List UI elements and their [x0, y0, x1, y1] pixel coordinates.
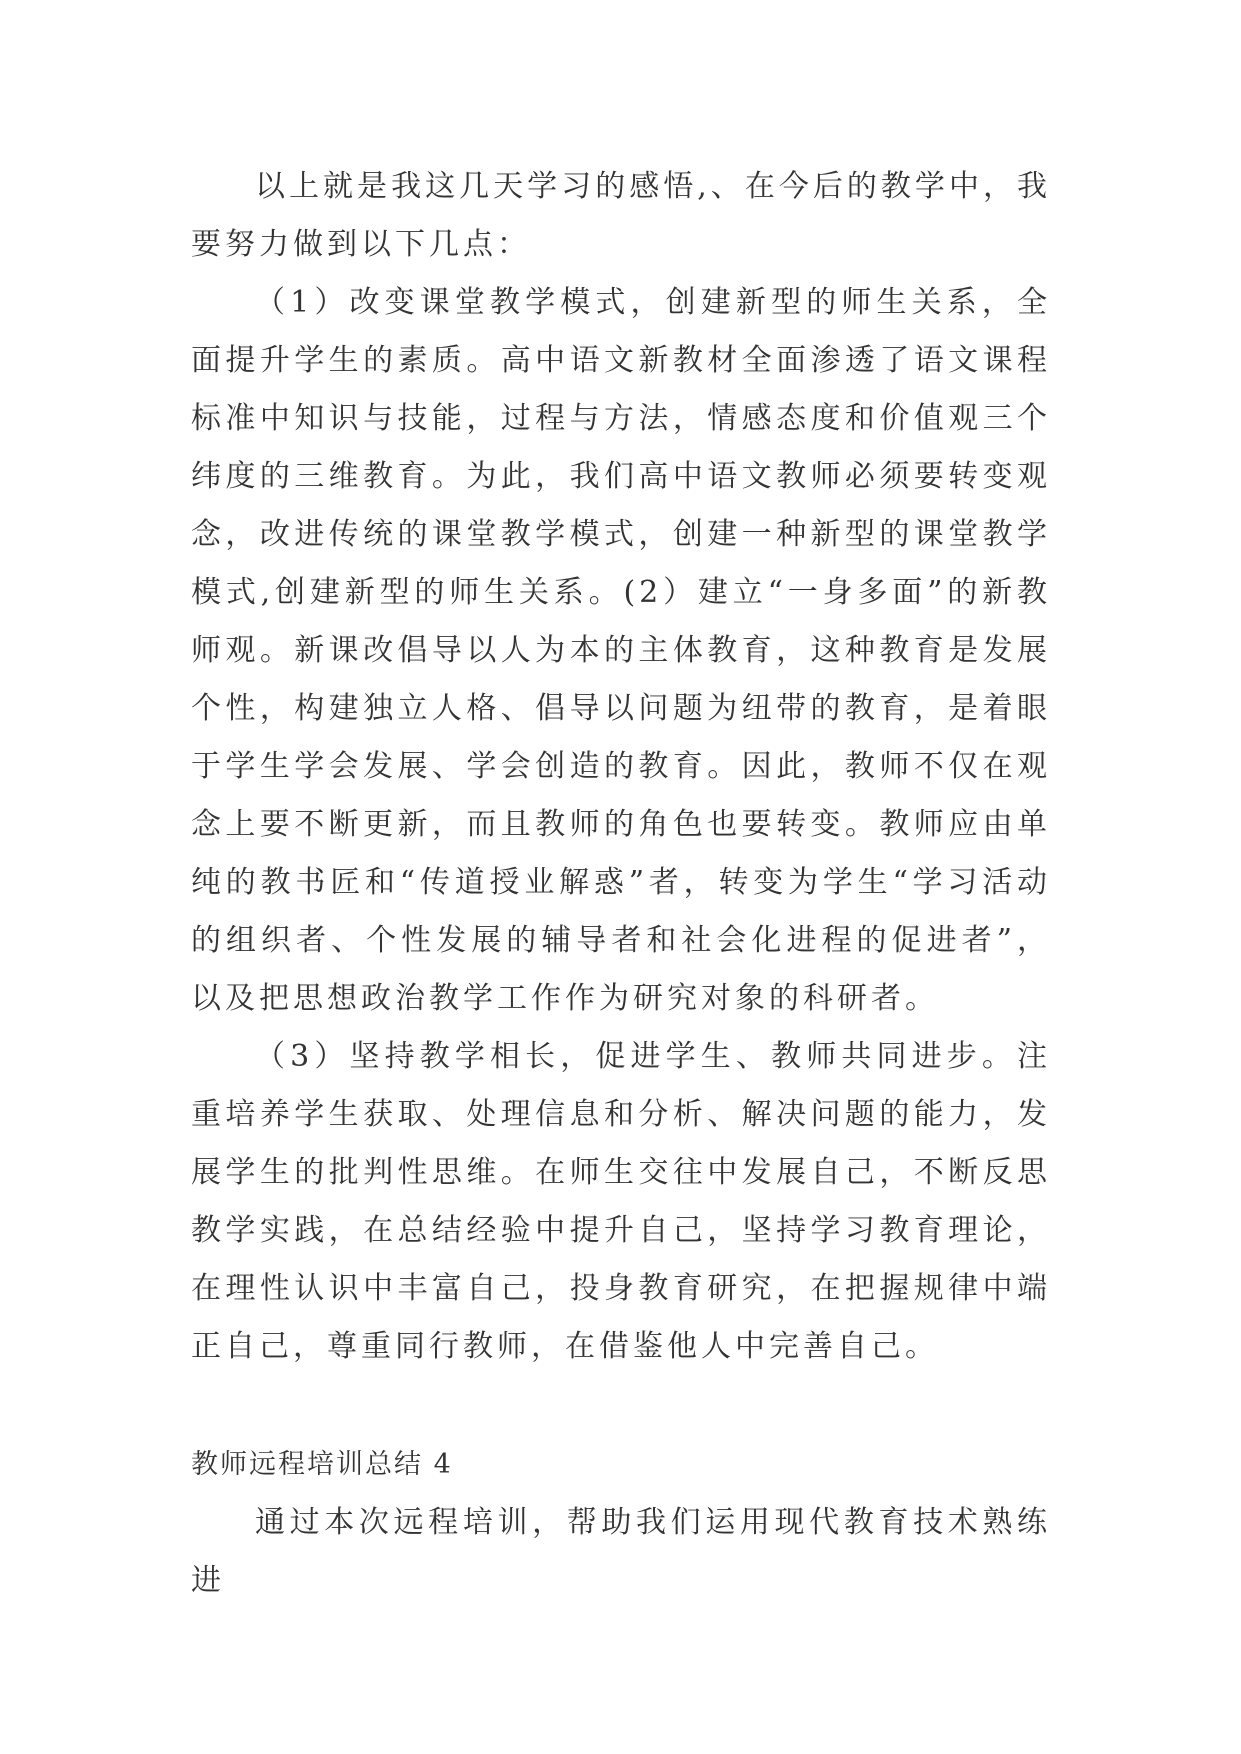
document-body	[191, 158, 1051, 1376]
section-heading: 教师远程培训总结 4	[191, 1449, 453, 1480]
paragraph-intro: 以上就是我这几天学习的感悟,、在今后的教学中，我要努力做到以下几点：	[191, 169, 1051, 262]
section-paragraph: 通过本次远程培训，帮助我们运用现代教育技术熟练进	[191, 1505, 1051, 1598]
paragraph-point-3: （3）坚持教学相长，促进学生、教师共同进步。注重培养学生获取、处理信息和分析、解决问题的能力，发展学生的批判性思维。在师生交往中发展自己，不断反思教学实践，在总结经验中提升自己，坚持学习教育理论，在理性认识中丰富自己，投身教育研究，在把握规律中端正自己，尊重同行教师，在借鉴他人中完善自己。	[191, 1039, 1051, 1364]
paragraph-point-1-2: （1）改变课堂教学模式，创建新型的师生关系，全面提升学生的素质。高中语文新教材全面渗透了语文课程标准中知识与技能，过程与方法，情感态度和价值观三个纬度的三维教育。为此，我们高中语文教师必须要转变观念，改进传统的课堂教学模式，创建一种新型的课堂教学模式,创建新型的师生关系。(2）建立“一身多面”的新教师观。新课改倡导以人为本的主体教育，这种教育是发展个性，构建独立人格、倡导以问题为纽带的教育，是着眼于学生学会发展、学会创造的教育。因此，教师不仅在观念上要不断更新，而且教师的角色也要转变。教师应由单纯的教书匠和“传道授业解惑”者，转变为学生“学习活动的组织者、个性发展的辅导者和社会化进程的促进者”，以及把思想政治教学工作作为研究对象的科研者。	[191, 285, 1051, 1016]
section-body	[191, 1494, 1051, 1610]
